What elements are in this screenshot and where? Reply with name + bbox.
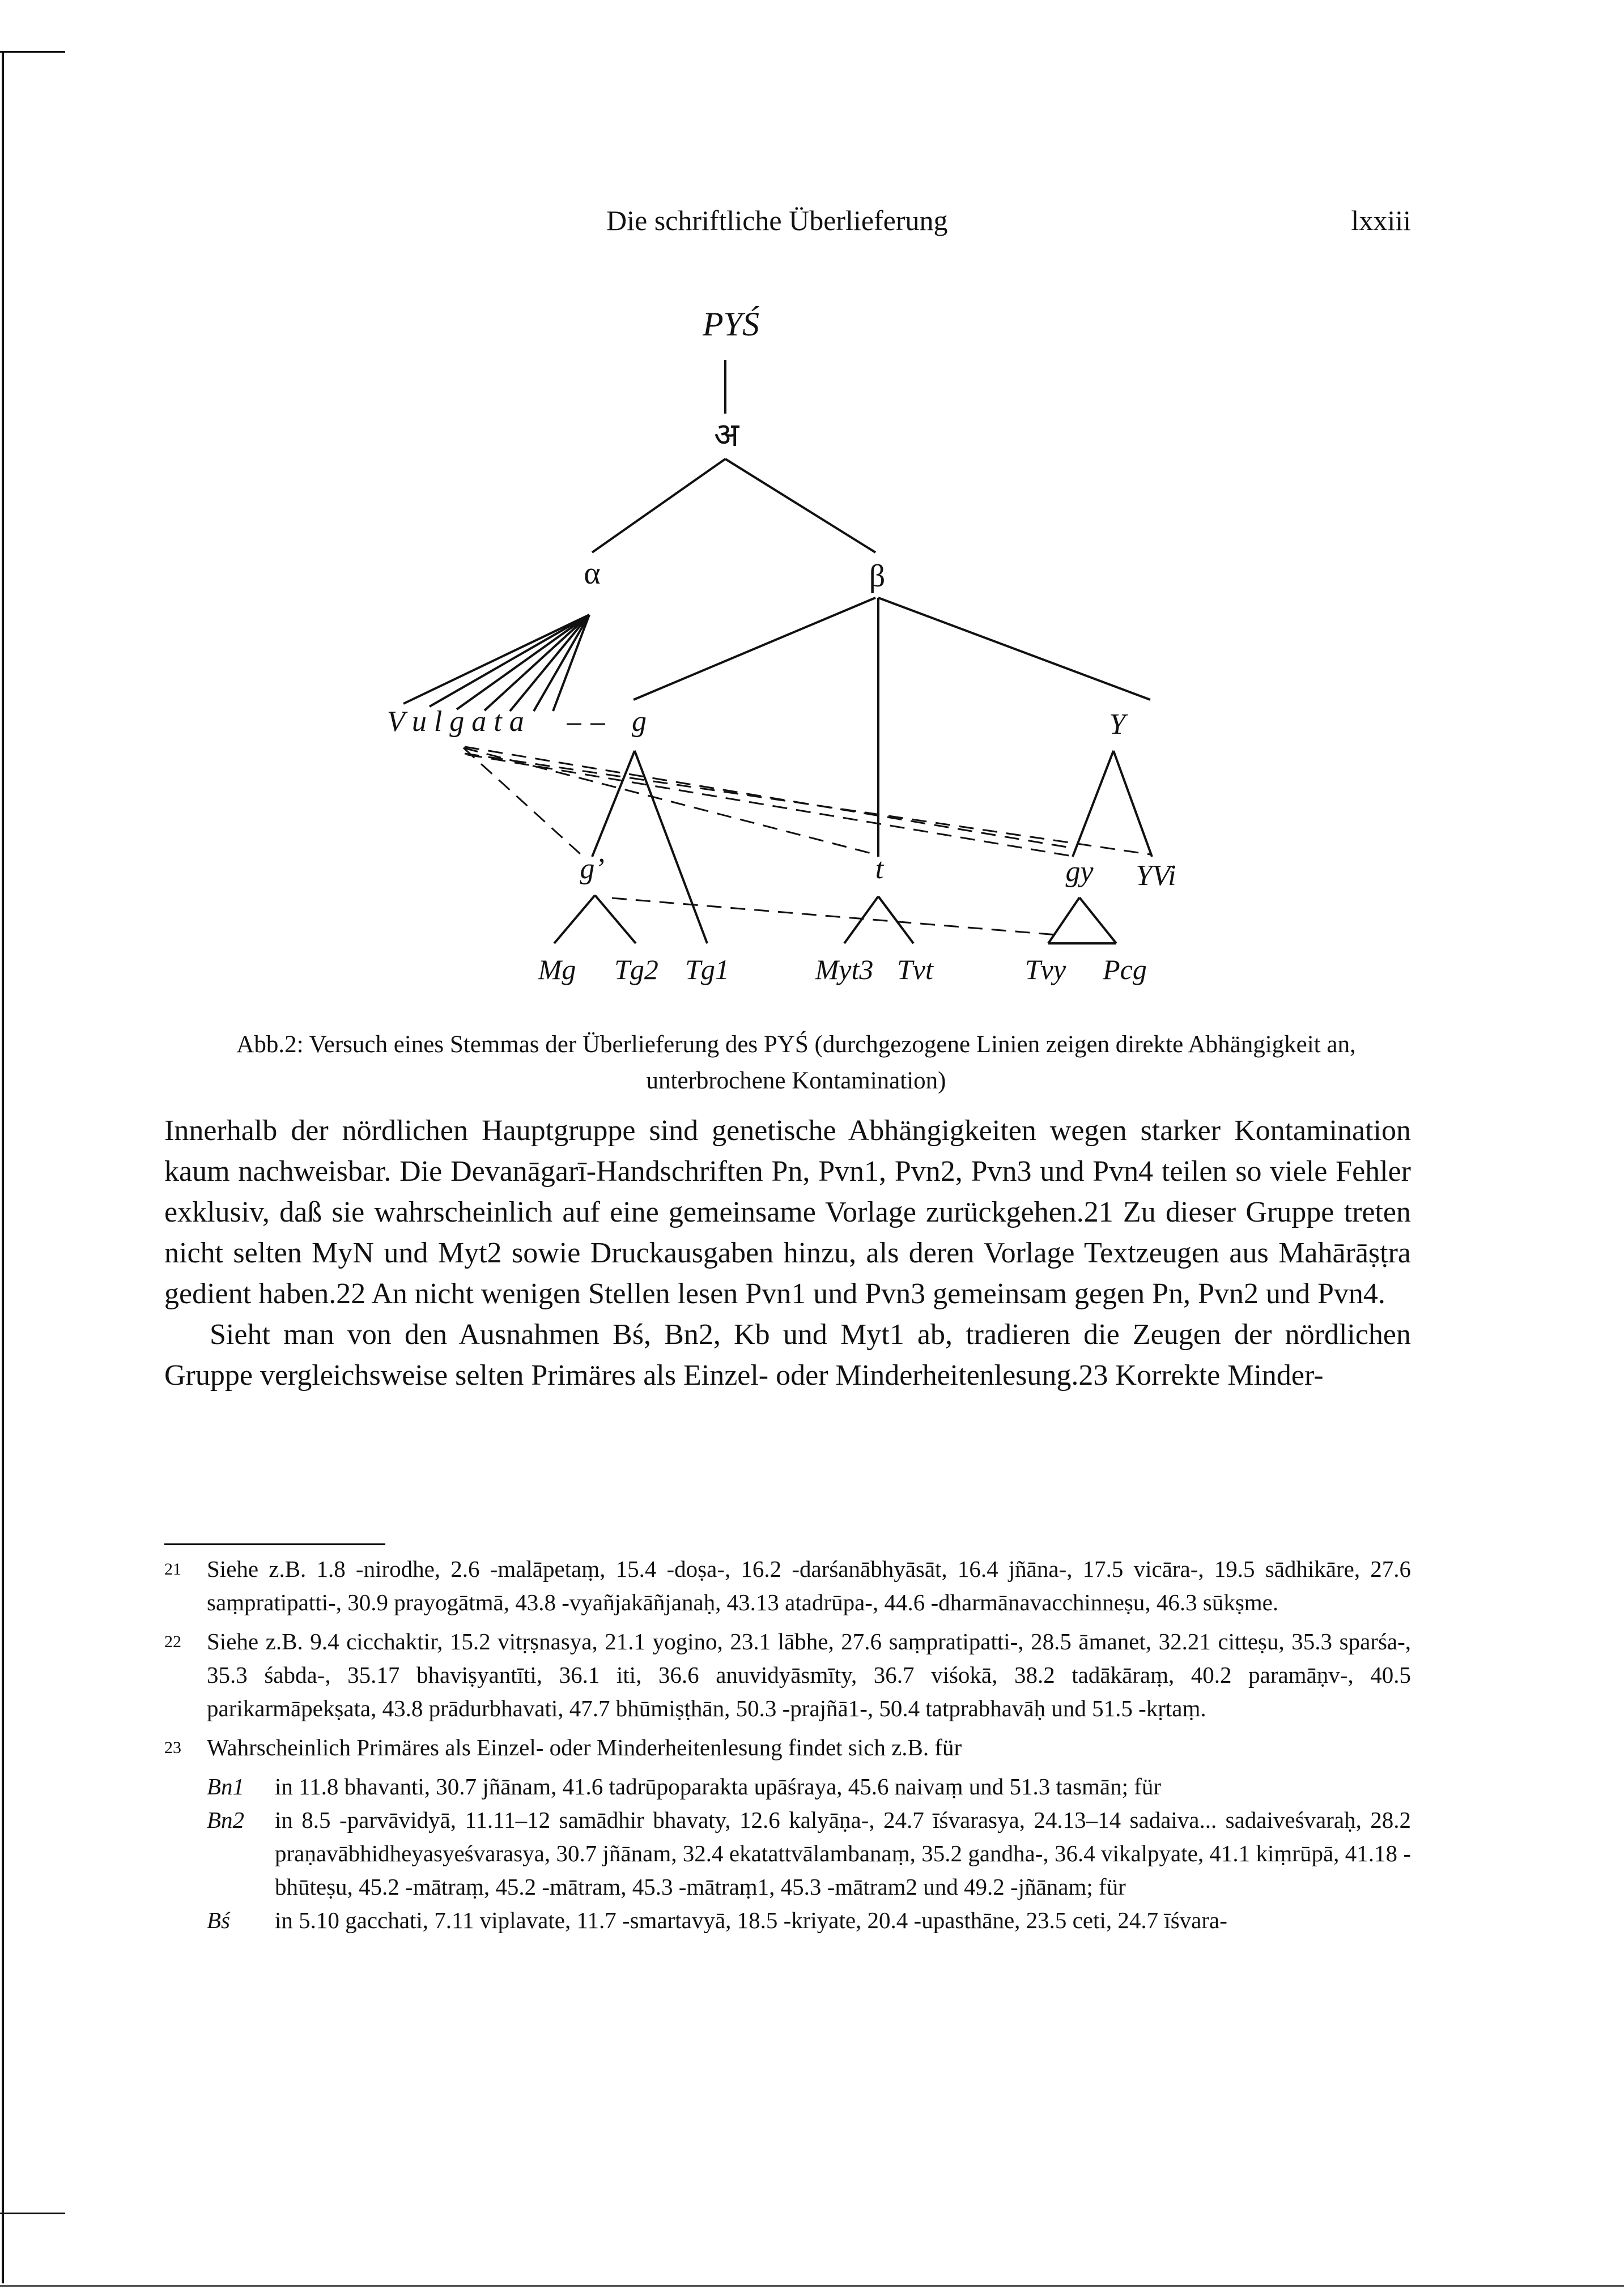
caption-line-2: unterbrochene Kontamination) (646, 1067, 946, 1094)
node-pcg: Pcg (1103, 954, 1147, 985)
node-g-prime: g’ (580, 853, 605, 885)
node-vulgata: V u l g a t a (387, 705, 524, 738)
edge-alpha-vulgata-4 (484, 615, 589, 711)
edge-gprime-mg (554, 895, 595, 943)
fn23-entry-text: in 11.8 bhavanti, 30.7 jñānam, 41.6 tadrūpoparakta upāśraya, 45.6 naivaṃ und 51.3 tasmān; für (275, 1773, 1162, 1799)
edge-gy-tvy (1048, 897, 1079, 943)
fn23-entry-text: in 5.10 gacchati, 7.11 viplavate, 11.7 -smartavyā, 18.5 -kriyate, 20.4 -upasthāne, 23.5 ceti, 24.7 īśvara- (275, 1907, 1227, 1933)
body-text (164, 1111, 1411, 1396)
dash-gprime-tvy (612, 898, 1057, 935)
edge-a-beta (725, 459, 875, 552)
node-tg1: Tg1 (685, 954, 729, 985)
paragraph-1: Innerhalb der nördlichen Hauptgruppe sind genetische Abhängigkeiten wegen starker Kontamination kaum nachweisbar. Die Devanāgarī-Handschriften Pn, Pvn1, Pvn2, Pvn3 und Pvn4 teilen so viele Fehler exklusiv, daß sie wahrscheinlich auf eine gemeinsame Vorlage zurückgehen.21 Zu dieser Gruppe treten nicht selten MyN und Myt2 sowie Druckausgaben hinzu, als deren Vorlage Textzeugen aus Mahārāṣṭra gedient haben.22 An nicht wenigen Stellen lesen Pvn1 und Pvn3 gemeinsam gegen Pn, Pvn2 und Pvn4. (164, 1114, 1411, 1310)
figure-caption (164, 1027, 1428, 1099)
fn23-entry (164, 1803, 1411, 1904)
footnote-number: 21 (164, 1560, 181, 1579)
footnote-text: Siehe z.B. 9.4 cicchaktir, 15.2 vitṛṣnasya, 21.1 yogino, 23.1 lābhe, 27.6 saṃpratipatti-, 28.5 āmanet, 32.21 citteṣu, 35.3 sparśa-, 35.3 śabda-, 35.17 bhaviṣyantīti, 36.1 iti, 36.6 anuvidyāsmīty, 36.7 viśokā, 38.2 tadākāraṃ, 40.2 paramāṇv-, 40.5 parikarmāpekṣata, 43.8 prādurbhavati, 47.7 bhūmiṣṭhān, 50.3 -prajñā1-, 50.4 tatprabhavāḥ und 51.5 -kṛtaṃ. (207, 1628, 1411, 1721)
node-tg2: Tg2 (614, 954, 658, 985)
dash-v-gy-3 (465, 754, 1150, 854)
fn23-siglum: Bś (207, 1907, 230, 1933)
page-number: lxxiii (1351, 205, 1411, 236)
footer-mark (0, 2213, 65, 2214)
node-g: g (632, 705, 647, 738)
node-pys: PYŚ (702, 305, 760, 343)
footnote-number: 22 (164, 1632, 181, 1651)
dashed-edges (464, 724, 1150, 935)
node-Y: Y (1109, 708, 1126, 741)
paragraph-2: Sieht man von den Ausnahmen Bś, Bn2, Kb und Myt1 ab, tradieren die Zeugen der nördlichen Gruppe vergleichsweise selten Primäres als Einzel- oder Minderheitenlesung.23 Korrekte Minder- (164, 1318, 1411, 1392)
running-head-title: Die schriftliche Überlieferung (606, 205, 948, 236)
solid-edges (403, 360, 1152, 943)
fn23-entry-text: in 8.5 -parvāvidyā, 11.11–12 samādhir bhavaty, 12.6 kalyāṇa-, 24.7 īśvarasya, 24.13–14 sadaiva... sadaiveśvaraḥ, 28.2 praṇavābhidheyasyeśvarasya, 30.7 jñānam, 32.4 ekatattvālambanaṃ, 35.2 gandha-, 36.4 vikalpyate, 41.1 kiṃrūpā, 41.18 -bhūteṣu, 45.2 -mātraṃ, 45.2 -mātram, 45.3 -mātraṃ1, 45.3 -mātram2 und 49.2 -jñānam; für (275, 1807, 1411, 1900)
node-alpha: α (584, 556, 601, 591)
footnote-23 (164, 1731, 1411, 1764)
node-a-devanagari: अ (713, 416, 739, 453)
node-t: t (875, 853, 884, 885)
edge-beta-Y (878, 598, 1150, 700)
edge-Y-gy-right (1113, 751, 1152, 857)
fn23-siglum: Bn1 (207, 1773, 245, 1799)
edge-g-tg1 (635, 751, 707, 943)
footnote-rule (164, 1543, 385, 1545)
node-yvi: YVi (1136, 860, 1176, 892)
footnote-21 (164, 1552, 1411, 1619)
fn23-siglum: Bn2 (207, 1807, 245, 1833)
edge-g-gprime (592, 751, 635, 857)
dash-v-gy-2 (467, 755, 1072, 856)
caption-line-1: Abb.2: Versuch eines Stemmas der Überlieferung des PYŚ (durchgezogene Linien zeigen direkte Abhängigkeit an, (236, 1031, 1356, 1058)
footnote-text: Siehe z.B. 1.8 -nirodhe, 2.6 -malāpetaṃ, 15.4 -doṣa-, 16.2 -darśanābhyāsāt, 16.4 jñāna-, 17.5 vicāra-, 19.5 sādhikāre, 27.6 saṃpratipatti-, 30.9 prayogātmā, 43.8 -vyañjakāñjanaḥ, 43.13 atadrūpa-, 44.6 -dharmānavacchinneṣu, 46.3 sūkṣme. (207, 1556, 1411, 1615)
edge-gy-pcg (1079, 897, 1116, 943)
fn23-entry (164, 1770, 1411, 1803)
edge-a-alpha (592, 459, 725, 552)
bottom-scan-edge (0, 2285, 1624, 2287)
edge-beta-g (634, 598, 875, 700)
footnote-number: 23 (164, 1738, 181, 1757)
node-tvy: Tvy (1024, 954, 1066, 985)
stemma-diagram (0, 0, 1624, 1020)
edge-Y-gy-left (1073, 751, 1113, 857)
edge-alpha-vulgata-2 (430, 615, 589, 707)
node-beta: β (869, 559, 886, 594)
footnote-22 (164, 1625, 1411, 1725)
node-gy: gy (1065, 856, 1094, 888)
footnote-text: Wahrscheinlich Primäres als Einzel- oder Minderheitenlesung findet sich z.B. für (207, 1734, 962, 1760)
fn23-entry (164, 1904, 1411, 1937)
footnotes (164, 1552, 1411, 1937)
edge-gprime-tg2 (595, 895, 636, 943)
node-tvt: Tvt (897, 954, 933, 985)
node-mg: Mg (538, 954, 576, 985)
node-myt3: Myt3 (815, 954, 874, 985)
